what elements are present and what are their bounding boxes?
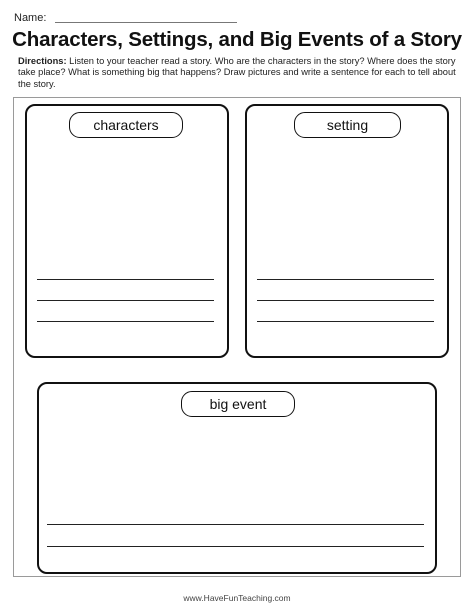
worksheet-title: Characters, Settings, and Big Events of a Story bbox=[12, 28, 462, 51]
big-event-writing-line bbox=[47, 546, 424, 547]
characters-writing-line bbox=[37, 321, 214, 322]
setting-writing-line bbox=[257, 321, 434, 322]
setting-writing-line bbox=[257, 300, 434, 301]
name-label: Name: bbox=[14, 12, 47, 24]
characters-label: characters bbox=[69, 112, 183, 138]
footer-credit: www.HaveFunTeaching.com bbox=[183, 593, 291, 603]
characters-box bbox=[25, 104, 229, 358]
directions-label: Directions: bbox=[18, 56, 67, 66]
setting-label: setting bbox=[294, 112, 401, 138]
directions-text: Listen to your teacher read a story. Who are the characters in the story? Where does the story take place? What is something big that happens? Draw pictures and write a sentence for each to tell about the story. bbox=[18, 56, 456, 89]
name-line bbox=[55, 22, 237, 23]
characters-writing-line bbox=[37, 300, 214, 301]
characters-writing-line bbox=[37, 279, 214, 280]
big-event-label: big event bbox=[181, 391, 295, 417]
setting-writing-line bbox=[257, 279, 434, 280]
setting-box bbox=[245, 104, 449, 358]
big-event-writing-line bbox=[47, 524, 424, 525]
directions bbox=[18, 56, 458, 90]
